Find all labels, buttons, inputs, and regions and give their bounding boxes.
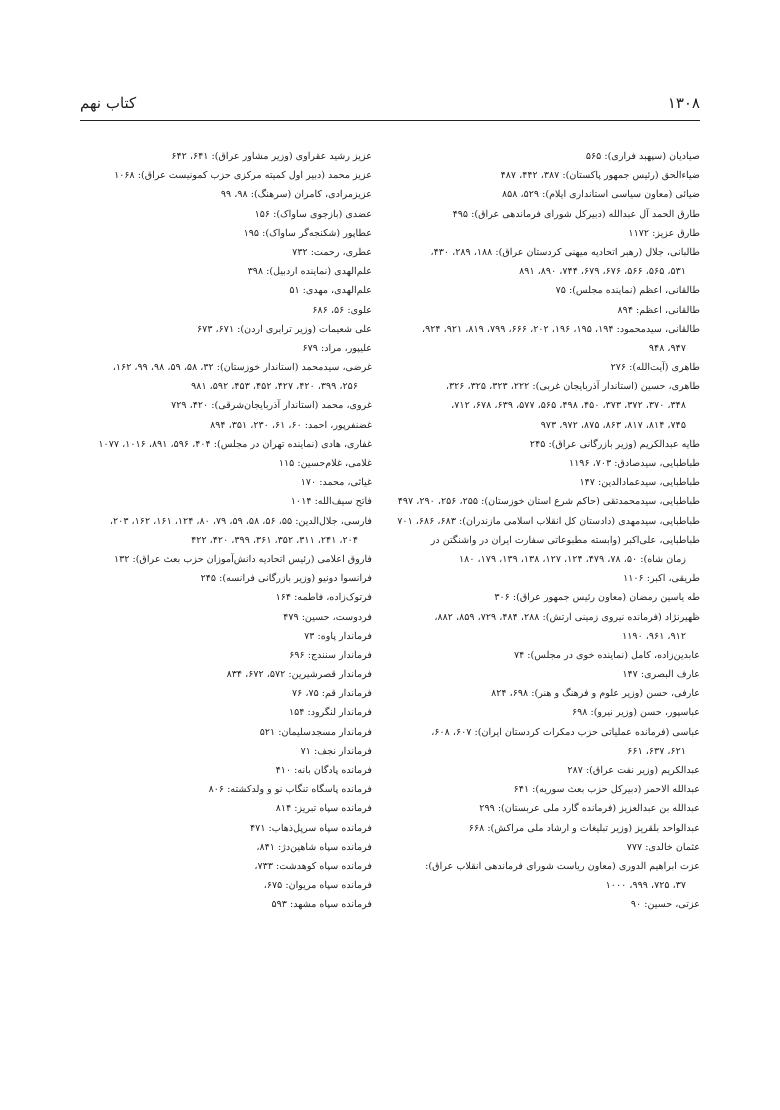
index-entry [72, 512, 372, 550]
index-entry-text: فاروق اعلامی (رئیس اتحادیه دانش‌آموزان حزب بعث عراق): ۱۳۲ [113, 553, 372, 565]
index-entry-text: فرماندار قصرشیرین: ۵۷۲، ۶۷۲، ۸۳۴ [226, 669, 372, 681]
index-entry [72, 684, 372, 703]
index-entry [400, 531, 700, 569]
index-entry-text: عبدالکریم (وزیر نفت عراق): ۲۸۷ [567, 765, 700, 776]
index-entry-text: فرماندار پاوه: ۷۳ [304, 630, 372, 642]
index-entry [400, 723, 700, 761]
index-entry [400, 224, 700, 243]
index-entry-text: فارسی، جلال‌الدین: ۵۵، ۵۶، ۵۸، ۵۹، ۷۹، ۸۰، ۱۲۴، ۱۶۱، ۱۶۲، ۲۰۳، [109, 515, 372, 527]
index-entry-text: طارق عزیز: ۱۱۷۲ [628, 227, 700, 239]
index-column-left [72, 147, 372, 915]
index-entry-continuation: ۹۱۲، ۹۶۱، ۱۱۹۰ [622, 630, 686, 642]
index-entry [400, 147, 700, 166]
index-entry [72, 780, 372, 799]
index-entry [72, 895, 372, 914]
index-entry [72, 761, 372, 780]
index-entry [72, 550, 372, 569]
index-entry-text: عارفی، حسن (وزیر علوم و فرهنگ و هنر): ۶۹۸، ۸۲۴ [491, 688, 700, 700]
index-entry-text: فرمانده سپاه مریوان: ۶۷۵، [263, 880, 372, 892]
index-entry-text: طالقانی، اعظم (نماینده مجلس): ۷۵ [555, 285, 700, 297]
index-entry-text: فردوست، حسین: ۴۷۹ [283, 611, 372, 623]
index-entry [72, 185, 372, 204]
index-entry-text: طارق الحمد آل عبدالله (دبیرکل شورای فرماندهی عراق): ۴۹۵ [452, 208, 700, 220]
index-entry [400, 301, 700, 320]
index-entry-text: غرضی، سیدمحمد (استاندار خوزستان): ۳۲، ۵۸، ۵۹، ۹۸، ۹۹، ۱۶۲، [112, 362, 372, 374]
index-entry-text: غیاثی، محمد: ۱۷۰ [300, 477, 372, 489]
index-entry-text: علوی: ۵۶، ۶۸۶ [312, 304, 372, 316]
index-entry [72, 147, 372, 166]
page-header [80, 88, 700, 118]
index-entry-text: عطاپور (شکنجه‌گر ساواک): ۱۹۵ [243, 227, 372, 239]
index-entry [400, 320, 700, 358]
index-entry-text: فرماندار لنگرود: ۱۵۴ [288, 707, 372, 719]
index-entry-continuation: ۹۴۷، ۹۴۸ [648, 342, 686, 354]
index-entry [72, 473, 372, 492]
index-entry [72, 205, 372, 224]
index-entry-text: علم‌الهدی، مهدی: ۵۱ [289, 285, 372, 297]
index-entry [400, 703, 700, 722]
index-entry [400, 569, 700, 588]
index-entry [400, 205, 700, 224]
index-entry-text: عطری، رحمت: ۷۳۲ [292, 246, 372, 258]
index-entry-text: عابدین‌زاده، کامل (نماینده خوی در مجلس): ۷۴ [513, 649, 700, 661]
index-entry-text: علیپور، مراد: ۶۷۹ [302, 342, 372, 354]
index-entry-text: طباطبایی، سیدمهدی (دادستان کل انقلاب اسلامی مازندران): ۶۸۳، ۶۸۶، ۷۰۱ [397, 515, 700, 527]
index-entry [400, 358, 700, 377]
index-entry [400, 780, 700, 799]
index-entry [400, 838, 700, 857]
index-entry [72, 627, 372, 646]
index-entry-text: طباطبایی، سیدعمادالدین: ۱۴۷ [579, 477, 700, 489]
index-entry [400, 895, 700, 914]
index-entry-text: طالقانی، سیدمحمود: ۱۹۴، ۱۹۵، ۱۹۶، ۲۰۲، ۶۶۶، ۷۹۹، ۸۱۹، ۹۲۱، ۹۲۴، [421, 323, 700, 335]
index-entry [72, 435, 372, 454]
index-entry-text: فرمانده پاسگاه تنگاب نو و ولدکشته: ۸۰۶ [208, 784, 372, 796]
index-entry [400, 608, 700, 646]
index-entry [72, 819, 372, 838]
index-entry-text: طاهری، حسین (استاندار آذربایجان غربی): ۲۲۲، ۳۲۳، ۳۲۵، ۳۲۶، [445, 381, 700, 393]
index-entry [72, 742, 372, 761]
index-entry [72, 665, 372, 684]
page-number: ۱۳۰۸ [667, 94, 700, 112]
index-entry-continuation: ۳۷، ۷۲۵، ۹۹۹، ۱۰۰۰ [605, 880, 686, 892]
index-entry-text: فرمانده پادگان بانه: ۴۱۰ [275, 765, 372, 776]
index-entry [72, 838, 372, 857]
index-entry-text: عباسی (فرمانده عملیاتی حزب دمکرات کردستان ایران): ۶۰۷، ۶۰۸، [431, 726, 700, 738]
index-entry-text: غروی، محمد (استاندار آذربایجان‌شرقی): ۴۲۰، ۷۲۹ [171, 400, 372, 412]
book-title: کتاب نهم [80, 94, 137, 112]
index-entry [400, 377, 700, 435]
index-entry [72, 243, 372, 262]
index-entry-text: صیادیان (سپهبد فراری): ۵۶۵ [585, 151, 700, 162]
index-entry-text: طریقی، اکبر: ۱۱۰۶ [623, 573, 700, 585]
index-entry [72, 396, 372, 415]
index-entry [72, 224, 372, 243]
index-entry [400, 857, 700, 895]
index-entry [72, 262, 372, 281]
index-entry-text: عزیز محمد (دبیر اول کمیته مرکزی حزب کمونیست عراق): ۱۰۶۸ [114, 170, 372, 182]
index-entry [400, 684, 700, 703]
index-entry-text: فرمانده سپاه شاهین‌دژ: ۸۴۱، [256, 841, 372, 853]
index-entry [400, 646, 700, 665]
index-entry-text: عزیزمرادی، کامران (سرهنگ): ۹۸، ۹۹ [220, 189, 372, 201]
index-entry [400, 243, 700, 281]
index-entry [400, 281, 700, 300]
index-entry [72, 608, 372, 627]
index-entry-text: فاتح سیف‌الله: ۱۰۱۴ [290, 496, 372, 508]
index-entry [400, 185, 700, 204]
index-entry [72, 301, 372, 320]
index-entry [72, 454, 372, 473]
index-entry-text: عارف البصری: ۱۴۷ [622, 669, 700, 681]
index-entry-text: غفاری، هادی (نماینده تهران در مجلس): ۴۰۴، ۵۹۶، ۸۹۱، ۱۰۱۶، ۱۰۷۷ [98, 438, 372, 450]
index-entry-text: فرتوک‌زاده، فاطمه: ۱۶۴ [275, 592, 372, 604]
index-entry [400, 166, 700, 185]
index-entry-continuation: ۲۵۶، ۳۹۹، ۴۲۰، ۴۲۷، ۴۵۲، ۴۵۳، ۵۹۲، ۹۸۱ [191, 381, 358, 393]
index-entry-text: عبدالواحد بلقریز (وزیر تبلیغات و ارشاد ملی مراکش): ۶۶۸ [468, 822, 700, 834]
index-entry [397, 492, 700, 511]
index-entry-text: فرمانده سپاه تبریز: ۸۱۴ [275, 803, 372, 815]
index-entry-text: ضیائی (معاون سیاسی استانداری ایلام): ۵۲۹، ۸۵۸ [502, 189, 700, 201]
index-entry [400, 435, 700, 454]
index-entry-text: طباطبایی، سیدمحمدتقی (حاکم شرع استان خوزستان): ۲۵۵، ۲۵۶، ۲۹۰، ۴۹۷ [397, 496, 700, 508]
index-entry [72, 416, 372, 435]
index-entry-text: فرماندار قم: ۷۵، ۷۶ [291, 688, 372, 700]
header-rule [80, 120, 700, 121]
index-entry-text: طالقانی، اعظم: ۸۹۴ [617, 304, 700, 316]
index-entry-text: طالبانی، جلال (رهبر اتحادیه میهنی کردستان عراق): ۱۸۸، ۲۸۹، ۴۳۰، [430, 246, 700, 258]
index-entry-text: طایه عبدالکریم (وزیر بازرگانی عراق): ۲۴۵ [529, 438, 700, 450]
index-entry-continuation: ۶۲۱، ۶۳۷، ۶۶۱ [627, 745, 686, 757]
index-entry-text: فرماندار مسجدسلیمان: ۵۲۱ [259, 726, 372, 738]
index-entry-text: فرمانده سپاه سرپل‌ذهاب: ۴۷۱ [250, 822, 372, 834]
index-entry-text: ظهیرنژاد (فرمانده نیروی زمینی ارتش): ۲۸۸، ۴۸۴، ۷۲۹، ۸۵۹، ۸۸۲، [434, 611, 700, 623]
index-entry-continuation: ۷۴۵، ۸۱۴، ۸۱۷، ۸۶۳، ۸۷۵، ۹۷۲، ۹۷۳ [540, 419, 686, 431]
index-entry [72, 646, 372, 665]
index-entry-text: عضدی (بازجوی ساواک): ۱۵۶ [254, 208, 372, 220]
index-entry [72, 703, 372, 722]
index-entry-text: طاهری (آیت‌الله): ۲۷۶ [610, 362, 700, 374]
index-entry-text: فرماندار سنندج: ۶۹۶ [289, 649, 372, 661]
index-entry [400, 761, 700, 780]
index-entry-text: طه یاسین رمضان (معاون رئیس جمهور عراق): ۳۰۶ [494, 592, 700, 604]
index-entry [397, 512, 700, 531]
index-entry [400, 799, 700, 818]
index-column-right [397, 147, 700, 915]
index-entry-text: ضیاءالحق (رئیس جمهور پاکستان): ۳۸۷، ۴۴۲، ۴۸۷ [500, 170, 700, 182]
index-entry-continuation: ۲۰۴، ۲۴۱، ۳۱۱، ۳۵۲، ۳۶۱، ۳۹۹، ۴۲۰، ۴۲۲ [191, 534, 358, 546]
index-entry [72, 857, 372, 876]
index-entry [72, 799, 372, 818]
index-entry [72, 876, 372, 895]
index-entry [400, 454, 700, 473]
index-entry-text: طباطبایی، سیدصادق: ۷۰۳، ۱۱۹۶ [568, 458, 700, 469]
index-entry [400, 819, 700, 838]
index-entry-text: علم‌الهدی (نماینده اردبیل): ۳۹۸ [247, 266, 372, 278]
index-entry-text: عبدالله الاحمر (دبیرکل حزب بعث سوریه): ۶۴۱ [513, 784, 700, 796]
index-entry-text: عزتی، حسین: ۹۰ [630, 899, 700, 911]
index-entry [72, 723, 372, 742]
index-entry [400, 473, 700, 492]
index-entry-continuation: ۳۴۸، ۳۷۰، ۳۷۲، ۳۷۳، ۴۵۰، ۴۹۸، ۵۶۵، ۵۷۷، ۶۳۹، ۶۷۸، ۷۱۲، [451, 400, 686, 412]
index-entry [72, 281, 372, 300]
index-entry-text: غضنفرپور، احمد: ۶۰، ۶۱، ۲۳۰، ۳۵۱، ۸۹۴ [210, 419, 372, 431]
index-entry [72, 166, 372, 185]
index-entry [72, 492, 372, 511]
index-entry [72, 358, 372, 396]
index-entry-continuation: زمان شاه): ۵۰، ۷۸، ۴۷۹، ۱۲۴، ۱۲۷، ۱۳۸، ۱۳۹، ۱۷۹، ۱۸۰ [459, 553, 686, 565]
index-entry-text: عزیز رشید عقراوی (وزیر مشاور عراق): ۶۴۱، ۶۴۲ [171, 151, 372, 162]
index-entry-text: عبدالله بن عبدالعزیز (فرمانده گارد ملی عربستان): ۲۹۹ [479, 803, 700, 815]
index-entry [400, 665, 700, 684]
index-entry-text: طباطبایی، علی‌اکبر (وابسته مطبوعاتی سفارت ایران در واشنگتن در [430, 534, 700, 546]
index-entry [72, 569, 372, 588]
index-entry-text: علی شعیمات (وزیر ترابری اردن): ۶۷۱، ۶۷۳ [197, 323, 372, 335]
index-entry-text: فرمانده سپاه کوهدشت: ۷۳۳، [254, 860, 372, 872]
index-entry-text: عثمان خالدی: ۷۷۷ [626, 841, 700, 853]
index-entry-text: فرانسوا دونیو (وزیر بازرگانی فرانسه): ۲۴۵ [200, 573, 372, 585]
index-entry [400, 588, 700, 607]
index-entry-text: فرماندار نجف: ۷۱ [300, 745, 372, 757]
index-entry [72, 320, 372, 339]
index-entry-text: غلامی، غلام‌حسین: ۱۱۵ [278, 458, 372, 469]
index-entry-continuation: ۵۳۱، ۵۶۵، ۵۶۶، ۶۷۶، ۶۷۹، ۷۴۴، ۸۹۰، ۸۹۱ [519, 266, 686, 278]
index-entry-text: عباسپور، حسن (وزیر نیرو): ۶۹۸ [571, 707, 700, 719]
index-entry [72, 339, 372, 358]
index-entry-text: فرمانده سپاه مشهد: ۵۹۳ [271, 899, 372, 911]
index-entry-text: عزت ابراهیم الدوری (معاون ریاست شورای فرماندهی انقلاب عراق): [425, 860, 700, 872]
index-entry [72, 588, 372, 607]
